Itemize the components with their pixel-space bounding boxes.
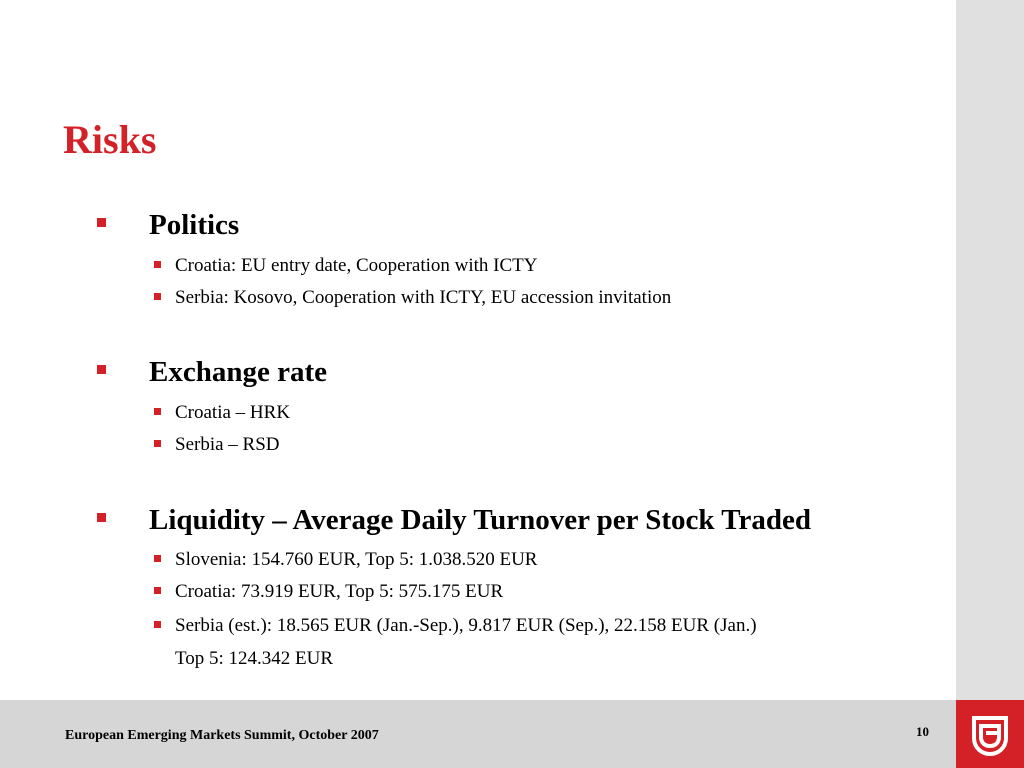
section-heading-label: Politics	[149, 209, 240, 241]
red-square-bullet-icon	[154, 293, 161, 300]
section-heading-label: Exchange rate	[149, 356, 327, 388]
red-square-bullet-icon	[154, 440, 161, 447]
list-item-label: Croatia: EU entry date, Cooperation with ICTY	[175, 255, 538, 276]
footer-text: European Emerging Markets Summit, October 2007	[65, 728, 379, 743]
list-item-label: Serbia: Kosovo, Cooperation with ICTY, EU accession invitation	[175, 287, 672, 308]
red-square-bullet-icon	[97, 218, 106, 227]
red-square-bullet-icon	[154, 408, 161, 415]
list-item-label: Serbia (est.): 18.565 EUR (Jan.-Sep.), 9.817 EUR (Sep.), 22.158 EUR (Jan.)	[175, 615, 757, 636]
red-square-bullet-icon	[154, 587, 161, 594]
list-item-label: Slovenia: 154.760 EUR, Top 5: 1.038.520 EUR	[175, 549, 538, 570]
red-square-bullet-icon	[154, 621, 161, 628]
list-item	[175, 403, 290, 422]
page-number: 10	[916, 724, 929, 739]
section-heading-politics	[149, 211, 239, 240]
list-item-label: Croatia – HRK	[175, 402, 291, 423]
list-item	[175, 550, 537, 569]
list-item	[175, 616, 757, 635]
side-strip	[956, 0, 1024, 700]
list-item-continuation: Top 5: 124.342 EUR	[175, 648, 334, 669]
slide-title: Risks	[63, 117, 157, 162]
red-square-bullet-icon	[154, 261, 161, 268]
list-item	[175, 256, 538, 275]
red-square-bullet-icon	[97, 513, 106, 522]
section-heading-exchange-rate	[149, 358, 327, 387]
red-square-bullet-icon	[97, 365, 106, 374]
brand-logo-graphic	[956, 700, 1024, 768]
list-item-label: Serbia – RSD	[175, 434, 280, 455]
list-item-label: Croatia: 73.919 EUR, Top 5: 575.175 EUR	[175, 581, 504, 602]
section-heading-label: Liquidity – Average Daily Turnover per Stock Traded	[149, 504, 811, 536]
list-item	[175, 288, 671, 307]
red-square-bullet-icon	[154, 555, 161, 562]
brand-logo-icon	[956, 700, 1024, 768]
section-heading-liquidity	[149, 506, 811, 535]
list-item	[175, 582, 503, 601]
list-item	[175, 435, 280, 454]
